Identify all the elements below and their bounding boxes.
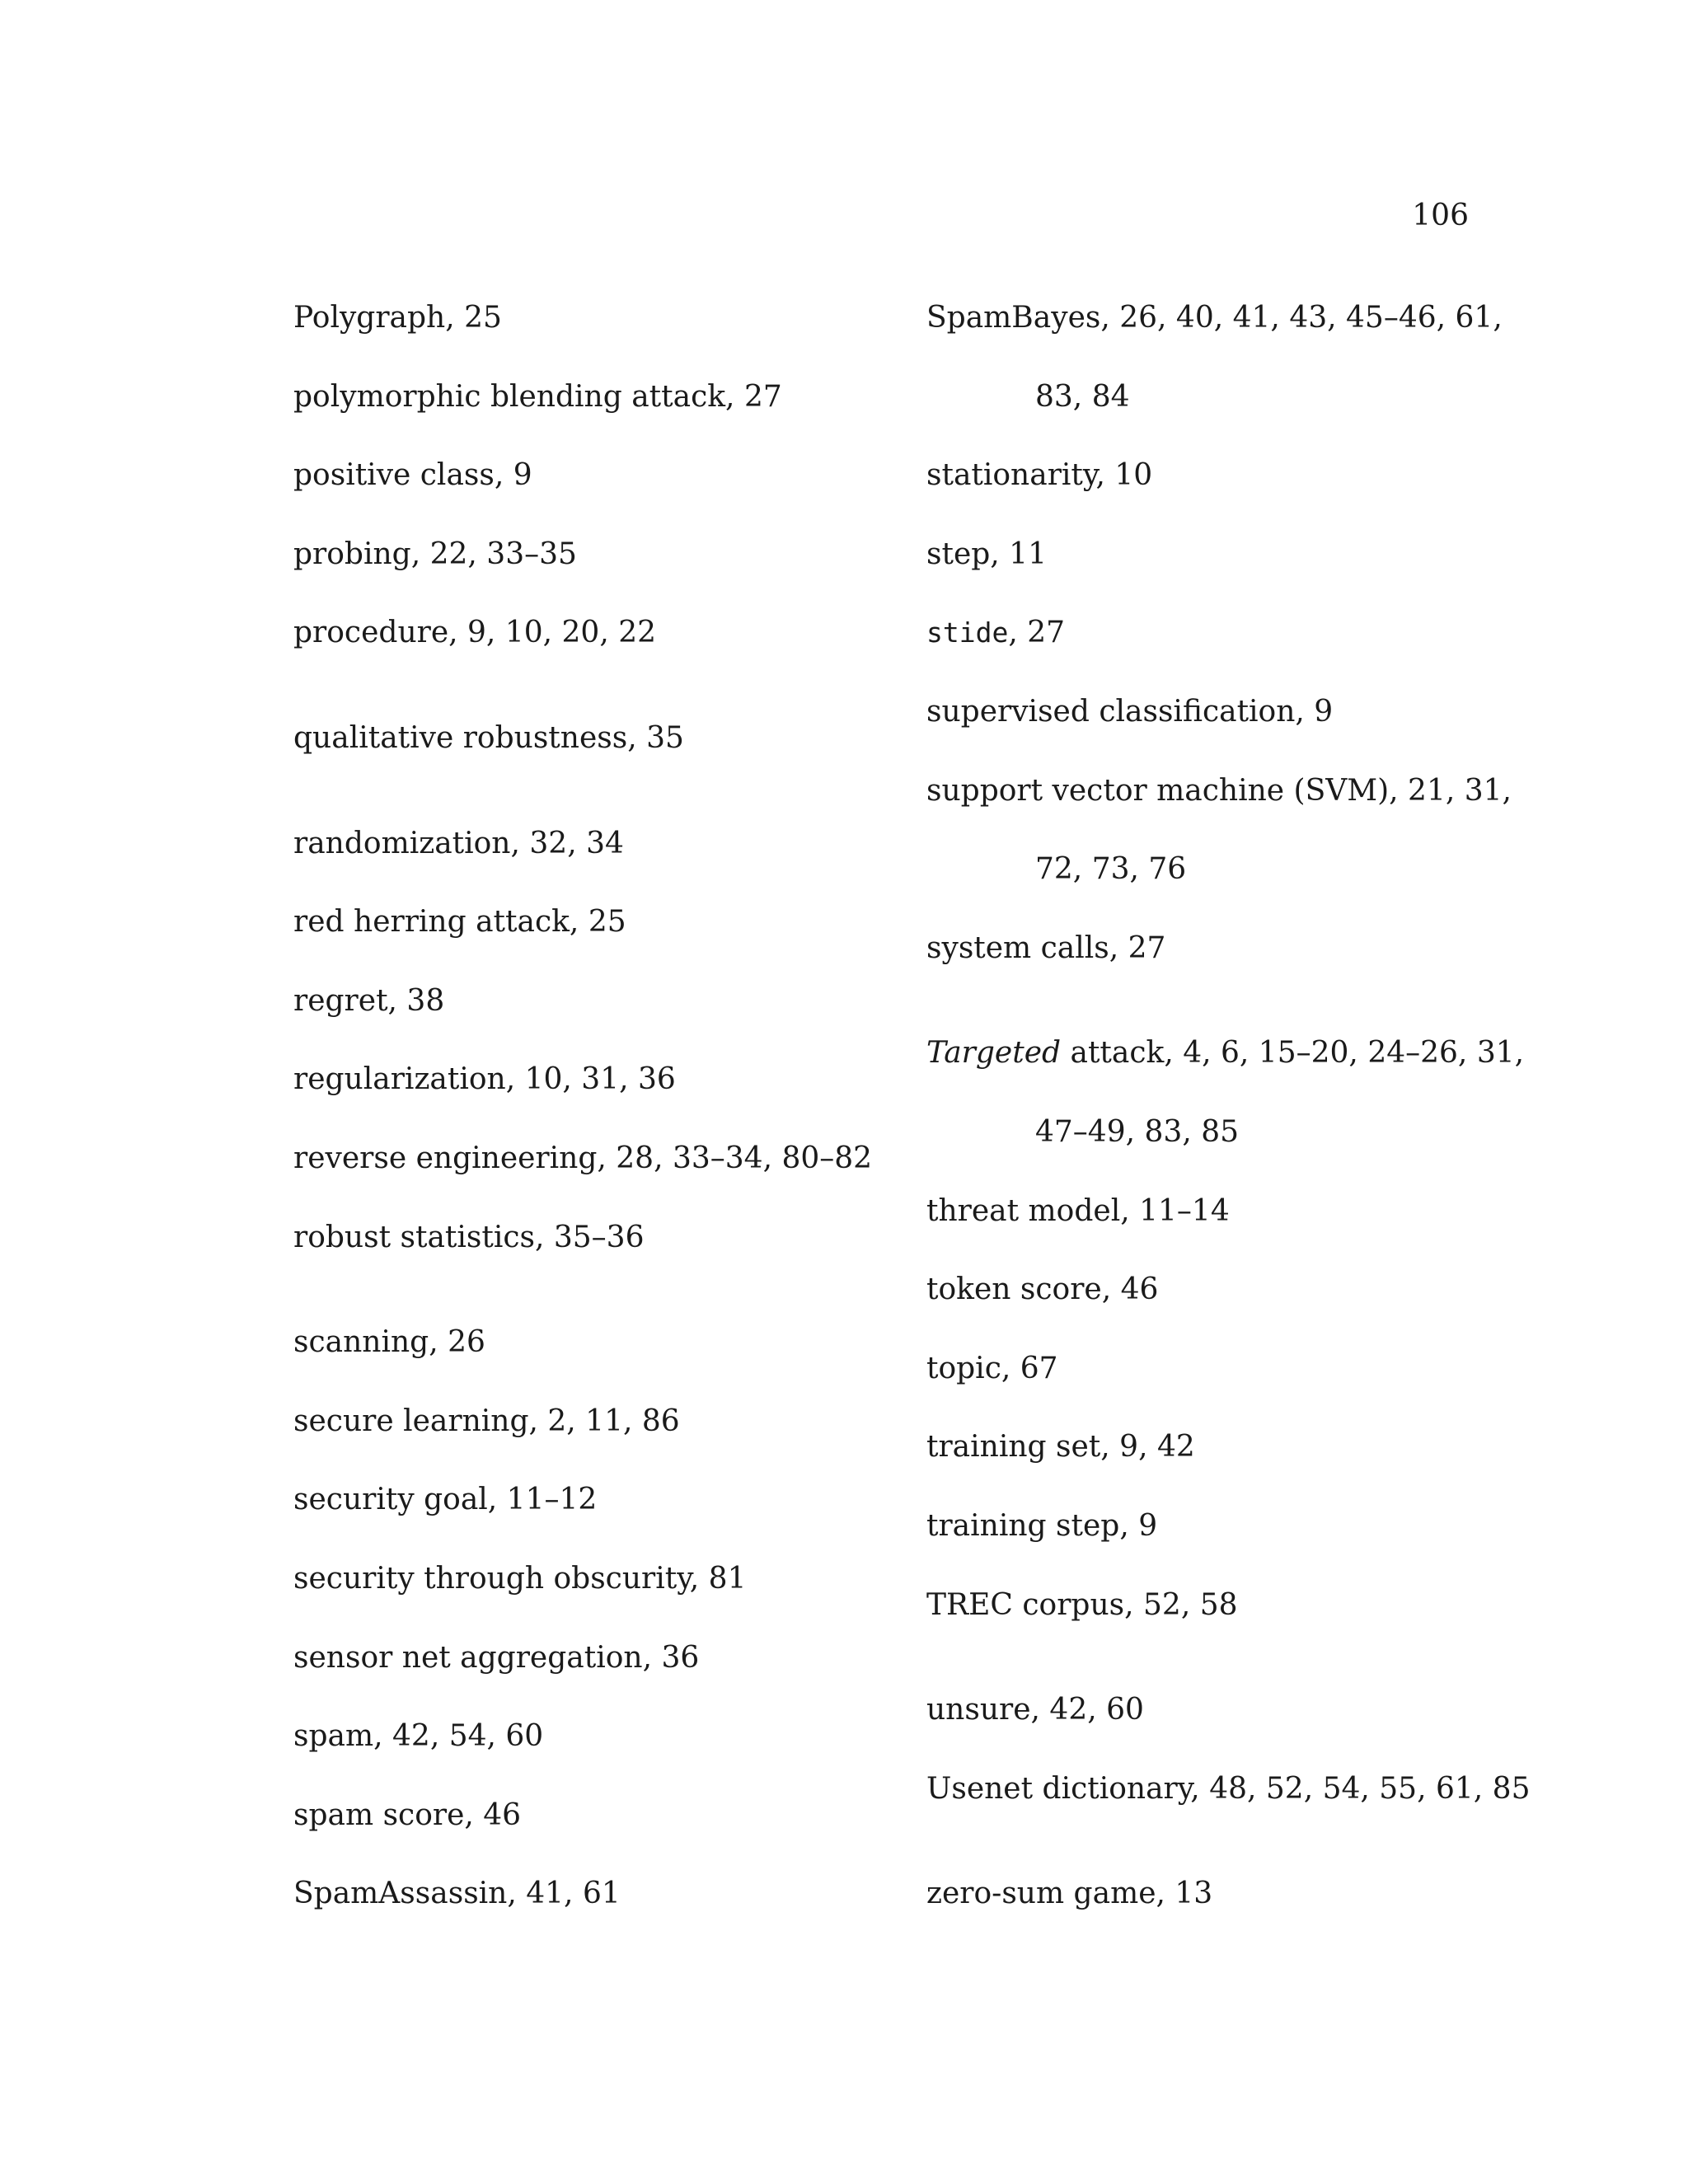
index-entry-supervised-classification: supervised classification, 9 xyxy=(926,694,1334,729)
index-entry-support-vector-machine: support vector machine (SVM), 21, 31, xyxy=(926,773,1512,808)
index-entry-training-step: training step, 9 xyxy=(926,1508,1158,1543)
index-entry-step: step, 11 xyxy=(926,537,1047,571)
letter-group-gap xyxy=(926,1009,1487,1035)
index-entry-spambayes-continued: 83, 84 xyxy=(1035,379,1130,414)
index-entry-robust-statistics: robust statistics, 35–36 xyxy=(293,1220,645,1254)
letter-group-gap xyxy=(926,1666,1487,1692)
index-entry-stationarity: stationarity, 10 xyxy=(926,458,1153,493)
index-entry-red-herring-attack: red herring attack, 25 xyxy=(293,905,626,940)
index-entry-usenet-dictionary: Usenet dictionary, 48, 52, 54, 55, 61, 85 xyxy=(926,1771,1531,1806)
index-entry-spambayes: SpamBayes, 26, 40, 41, 43, 45–46, 61, xyxy=(926,301,1503,335)
index-entry-polymorphic-blending-attack: polymorphic blending attack, 27 xyxy=(293,379,782,414)
index-entry-system-calls: system calls, 27 xyxy=(926,930,1166,965)
index-entry-procedure: procedure, 9, 10, 20, 22 xyxy=(293,616,657,650)
index-entry-support-vector-machine-continued: 72, 73, 76 xyxy=(1035,852,1187,887)
index-entry-secure-learning: secure learning, 2, 11, 86 xyxy=(293,1404,680,1438)
index-entry-topic: topic, 67 xyxy=(926,1351,1058,1385)
letter-group-gap xyxy=(293,1298,903,1324)
index-entry-regret: regret, 38 xyxy=(293,983,445,1018)
index-pages-targeted-attack: attack, 4, 6, 15–20, 24–26, 31, xyxy=(1061,1036,1525,1071)
letter-group-gap xyxy=(293,799,903,826)
index-entry-positive-class: positive class, 9 xyxy=(293,458,532,493)
index-entry-token-score: token score, 46 xyxy=(926,1272,1159,1307)
index-pages-stide: , 27 xyxy=(1008,616,1066,650)
index-entry-regularization: regularization, 10, 31, 36 xyxy=(293,1062,676,1097)
index-entry-qualitative-robustness: qualitative robustness, 35 xyxy=(293,720,684,755)
index-entry-security-through-obscurity: security through obscurity, 81 xyxy=(293,1561,747,1596)
letter-group-gap xyxy=(926,1849,1487,1876)
index-entry-randomization: randomization, 32, 34 xyxy=(293,826,624,860)
index-entry-scanning: scanning, 26 xyxy=(293,1325,485,1360)
index-entry-targeted-attack xyxy=(926,1035,1525,1114)
index-entry-reverse-engineering: reverse engineering, 28, 33–34, 80–82 xyxy=(293,1141,873,1175)
index-entry-sensor-net-aggregation: sensor net aggregation, 36 xyxy=(293,1640,700,1675)
index-entry-zero-sum-game: zero-sum game, 13 xyxy=(926,1877,1213,1911)
index-entry-spamassassin: SpamAssassin, 41, 61 xyxy=(293,1877,621,1911)
index-entry-spam-score: spam score, 46 xyxy=(293,1797,522,1832)
index-entry-training-set: training set, 9, 42 xyxy=(926,1430,1195,1465)
index-entry-spam: spam, 42, 54, 60 xyxy=(293,1719,544,1754)
index-entry-threat-model: threat model, 11–14 xyxy=(926,1193,1230,1228)
index-entry-security-goal: security goal, 11–12 xyxy=(293,1483,598,1517)
index-entry-probing: probing, 22, 33–35 xyxy=(293,537,577,571)
index-term-targeted: Targeted xyxy=(926,1036,1062,1071)
index-entry-polygraph: Polygraph, 25 xyxy=(293,301,502,335)
index-entry-targeted-attack-continued: 47–49, 83, 85 xyxy=(1035,1114,1240,1149)
index-term-stide: stide xyxy=(926,616,1009,649)
index-entry-unsure: unsure, 42, 60 xyxy=(926,1693,1144,1727)
page-number: 106 xyxy=(1412,199,1469,232)
index-column-right xyxy=(926,300,1531,1955)
index-entry-trec-corpus: TREC corpus, 52, 58 xyxy=(926,1587,1238,1622)
letter-group-gap xyxy=(293,694,903,720)
index-column-left xyxy=(293,300,903,1955)
index-entry-stide xyxy=(926,615,1487,694)
